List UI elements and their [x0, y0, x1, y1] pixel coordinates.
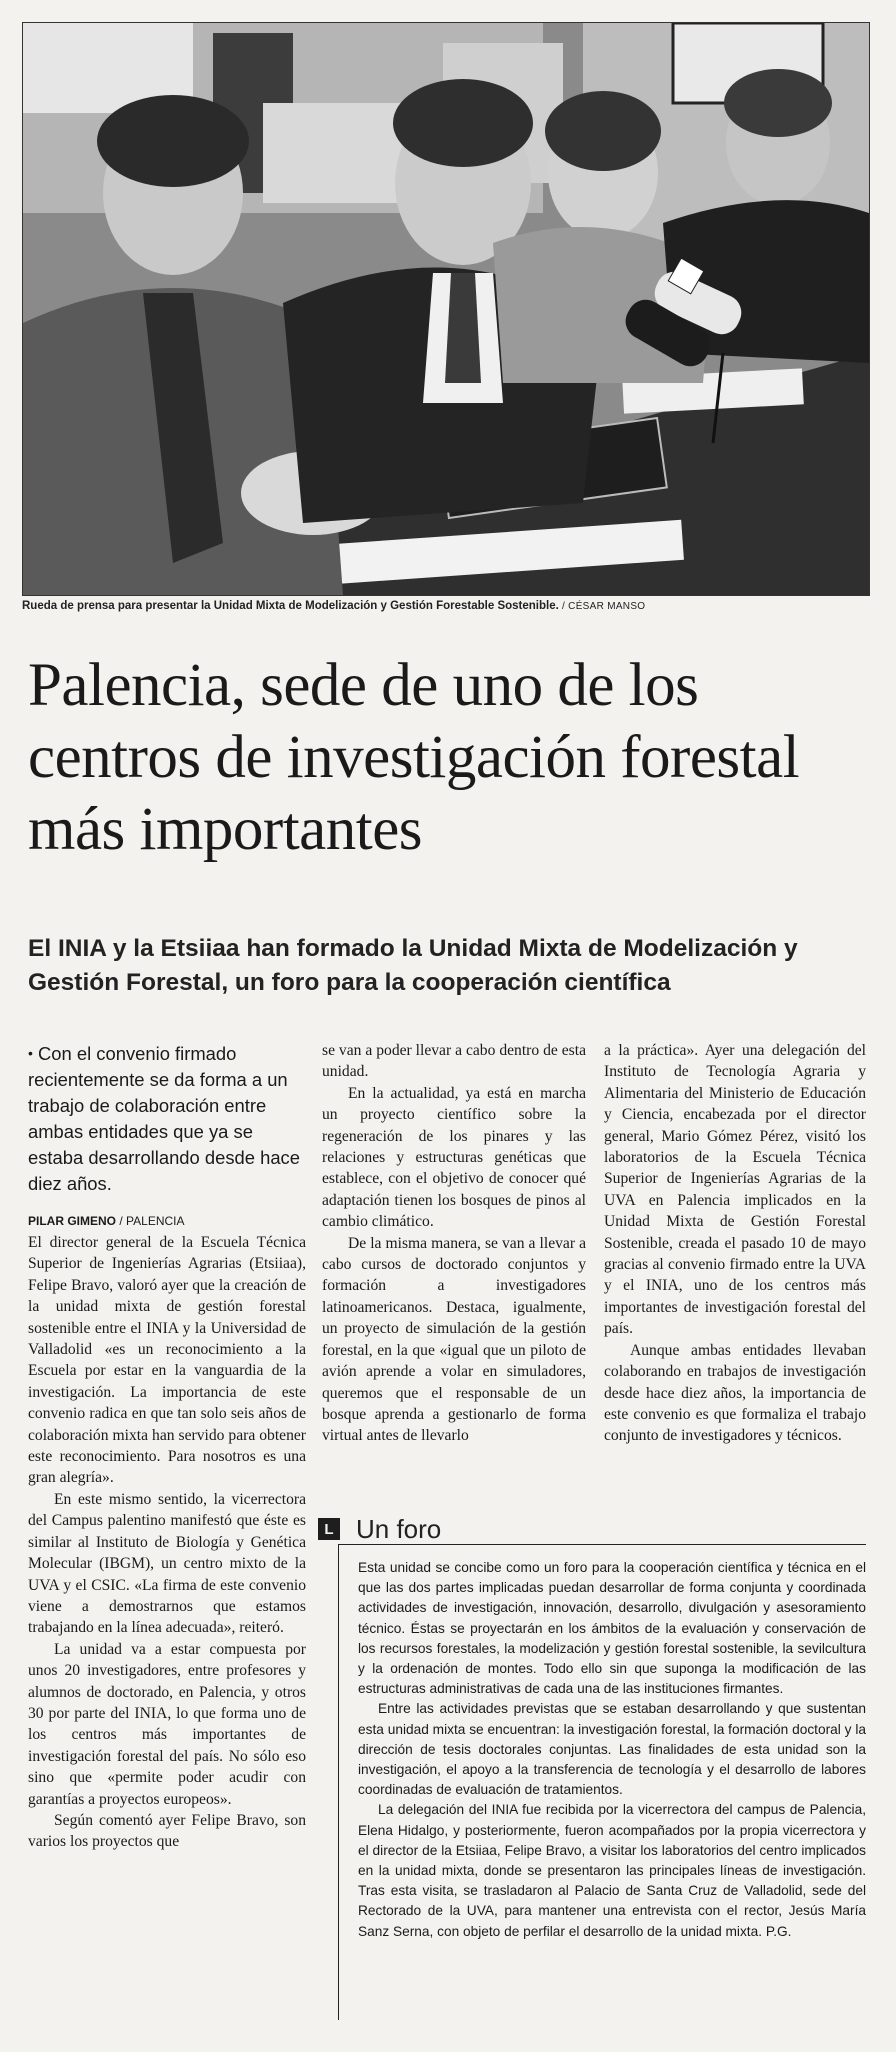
paragraph: La unidad va a estar compuesta por unos 20 investigadores, entre profesores y alumnos de doctorado, en Palencia, y otros 30 por parte del INIA, lo que forma uno de los centros más importantes de investigación forestal del país. No sólo eso sino que «permite poder acudir con garantías a proyectos europeos». [28, 1640, 306, 1808]
paragraph: Aunque ambas entidades llevaban colaborando en trabajos de investigación desde hace diez años, la importancia de este convenio es que formaliza el trabajo conjunto de investigadores y técnicos. [604, 1341, 866, 1445]
lead-summary [28, 1040, 306, 1197]
box-paragraph: La delegación del INIA fue recibida por la vicerrectora del campus de Palencia, Elena Hidalgo, y posteriormente, fueron acompañados por la propia vicerrectora y el director de la Etsiiaa, Felipe Bravo, a visitar los laboratorios del centro implicados en la unidad mixta, donde se presentaron las principales líneas de investigación. Tras esta visita, se trasladaron al Palacio de Santa Cruz de Valladolid, sede del Rectorado de la UVA, para mantener una entrevista con el rector, Jesús María Sanz Serna, con objeto de perfilar el desarrollo de la unidad mixta. P.G. [358, 1802, 866, 1939]
photo-credit: / CÉSAR MANSO [562, 601, 646, 612]
article-column-1 [28, 1040, 306, 1853]
bullet-icon: • [28, 1045, 33, 1061]
box-title: Un foro [356, 1513, 442, 1544]
caption-text: Rueda de prensa para presentar la Unidad Mixta de Modelización y Gestión Forestable Sostenible. [22, 600, 559, 612]
paragraph: Según comentó ayer Felipe Bravo, son varios los proyectos que [28, 1811, 306, 1851]
byline [28, 1213, 306, 1230]
box-body [358, 1558, 866, 1942]
article-subhead: El INIA y la Etsiiaa han formado la Unidad Mixta de Modelización y Gestión Forestal, un foro para la cooperación científica [28, 935, 798, 996]
byline-author: PILAR GIMENO [28, 1214, 117, 1228]
box-paragraph: Esta unidad se concibe como un foro para la cooperación científica y técnica en el que las dos partes implicadas puedan desarrollar de forma conjunta y coordinada actividades de investigación, innovación, desarrollo, divulgación y asesoramiento técnico. Éstas se proyectarán en los ámbitos de la evaluación y conservación de los recursos forestales, la modelización y gestión forestal sostenible, la sevilcultura y la ordenación de montes. Todo ello sin que suponga la modificación de las estructuras administrativas de cada una de las instituciones firmantes. [358, 1560, 866, 1697]
paragraph: El director general de la Escuela Técnica Superior de Ingenierías Agrarias (Etsiiaa), Felipe Bravo, valoró ayer que la creación de la unidad mixta de gestión forestal sostenible entre el INIA y la Universidad de Valladolid «es un reconocimiento a la Escuela por estar en la vanguardia de la investigación. La importancia de este convenio radica en que tan solo seis años de colaboración mixta han servido para obtener este reconocimiento. Para nosotros es una gran alegría». [28, 1234, 306, 1487]
box-divider [338, 1544, 866, 1545]
lead-text: Con el convenio firmado recientemente se da forma a un trabajo de colaboración entre ambas entidades que ya se estaba desarrollando desde hace diez años. [28, 1043, 300, 1194]
box-paragraph: Entre las actividades previstas que se estaban desarrollando y que sustentan esta unidad mixta se encuentran: la investigación forestal, la formación doctoral y la dirección de tesis doctorales conjuntas. Las finalidades de esta unidad son la investigación, el apoyo a la transferencia de tecnología y el desarrollo de labores coordinadas de evaluación de tratamientos. [358, 1701, 866, 1798]
paragraph: En este mismo sentido, la vicerrectora del Campus palentino manifestó que éste es similar al Instituto de Biología y Genética Molecular (IBGM), un centro mixto de la UVA y el CSIC. «La firma de este convenio viene a demostrarnos que estamos trabajando en la línea adecuada», reiteró. [28, 1490, 306, 1637]
paragraph: En la actualidad, ya está en marcha un proyecto científico sobre la regeneración de los pinares y las relaciones y estructuras genéticas que establece, con el objetivo de conocer qué adaptación tienen los bosques de pinos al cambio climático. [322, 1084, 586, 1231]
paragraph: se van a poder llevar a cabo dentro de esta unidad. [322, 1042, 586, 1081]
section-logo-icon: L [318, 1518, 340, 1540]
paragraph: a la práctica». Ayer una delegación del Instituto de Tecnología Agraria y Alimentaria del Ministerio de Educación y Ciencia, encabezada por el director general, Mario Gómez Pérez, visitó los laboratorios de la Escuela Técnica Superior de Ingenierías Agrarias de la UVA en Palencia implicados en la Unidad Mixta de Gestión Forestal Sostenible, creada el pasado 10 de mayo gracias al convenio firmado entre la UVA y el INIA, uno de los centros más importantes de investigación forestal del país. [604, 1042, 866, 1338]
photo-caption [22, 600, 868, 612]
press-photo [22, 22, 870, 596]
byline-place: / PALENCIA [119, 1214, 185, 1228]
sidebar-box-un-foro [318, 1512, 866, 2022]
press-conference-image [23, 23, 869, 595]
article-column-3 [604, 1040, 866, 1447]
paragraph: De la misma manera, se van a llevar a cabo cursos de doctorado conjuntos y formación a investigadores latinoamericanos. Destaca, igualmente, un proyecto de simulación de la gestión forestal, en la que «igual que un piloto de avión aprende a volar en simuladores, queremos que el responsable de un bosque aprenda a gestionarlo de forma virtual antes de llevarlo [322, 1234, 586, 1445]
article-headline: Palencia, sede de uno de los centros de investigación forestal más importantes [28, 652, 800, 863]
article-column-2 [322, 1040, 586, 1447]
box-vertical-divider [338, 1544, 339, 2020]
box-header [318, 1512, 441, 1546]
